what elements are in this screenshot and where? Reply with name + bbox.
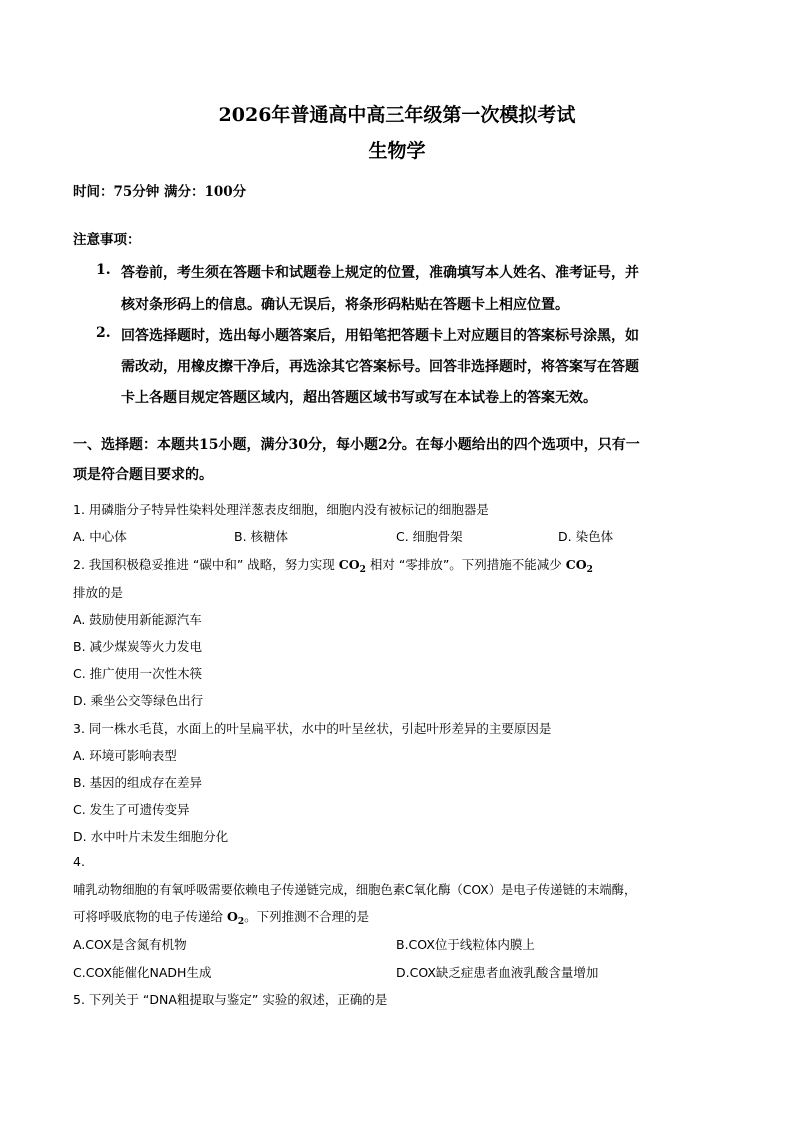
question-4-option-d: D.COX缺乏症患者血液乳酸含量增加 [396, 965, 599, 980]
question-4-stem-line-1: 哺乳动物细胞的有氧呼吸需要依赖电子传递链完成，细胞色素C氧化酶（COX）是电子传递链的末端酶， [73, 883, 637, 897]
exam-title: 2026年普通高中高三年级第一次模拟考试 [218, 104, 576, 126]
notice-item-1-line-1: 答卷前，考生须在答题卡和试题卷上规定的位置，准确填写本人姓名、准考证号，并 [121, 265, 639, 281]
question-1-options [0, 527, 794, 545]
o2-subscript: 2 [237, 917, 245, 927]
question-2-stem-line-1 [73, 555, 593, 575]
question-4-option-b: B.COX位于线粒体内膜上 [396, 937, 535, 952]
question-4-option-c: C.COX能催化NADH生成 [73, 965, 212, 980]
question-1-option-a: A. 中心体 [73, 529, 127, 544]
question-1-stem: 1. 用磷脂分子特异性染料处理洋葱表皮细胞，细胞内没有被标记的细胞器是 [73, 502, 489, 517]
question-5-stem: 5. 下列关于 “DNA粗提取与鉴定” 实验的叙述，正确的是 [73, 992, 388, 1007]
question-2-option-b: B. 减少煤炭等火力发电 [73, 639, 203, 654]
question-3-option-a: A. 环境可影响表型 [73, 748, 177, 763]
section-heading-line-1: 一、选择题：本题共15小题，满分30分，每小题2分。在每小题给出的四个选项中，只有一 [73, 437, 640, 453]
notice-item-2-number: 2. [96, 325, 111, 341]
question-2-option-a: A. 鼓励使用新能源汽车 [73, 612, 202, 627]
question-4-stem-line-2 [73, 907, 369, 927]
question-4-number: 4. [73, 854, 85, 869]
notice-item-1-number: 1. [96, 262, 111, 278]
co2-subscript-1: 2 [359, 565, 366, 575]
o2-text: O [226, 909, 238, 924]
question-2-option-c: C. 推广使用一次性木筷 [73, 666, 203, 681]
question-4-options-row-1 [0, 935, 794, 953]
question-4-stem-part-2: 。下列推测不合理的是 [244, 909, 370, 924]
co2-subscript-2: 2 [586, 565, 593, 575]
co2-formula-2 [565, 557, 593, 575]
notice-heading: 注意事项： [73, 232, 141, 248]
question-3-option-b: B. 基因的组成存在差异 [73, 775, 203, 790]
co2-text-1: CO [338, 557, 360, 572]
exam-meta: 时间：75分钟 满分：100分 [73, 184, 247, 200]
o2-formula [226, 909, 245, 927]
notice-item-2-line-3: 卡上各题目规定答题区域内，超出答题区域书写或写在本试卷上的答案无效。 [121, 390, 597, 406]
question-1-option-b: B. 核糖体 [234, 529, 289, 544]
question-3-option-c: C. 发生了可遗传变异 [73, 802, 190, 817]
subject-title: 生物学 [368, 140, 426, 162]
question-1-option-c: C. 细胞骨架 [396, 529, 463, 544]
question-2-stem-part-1: 2. 我国积极稳妥推进 “碳中和” 战略，努力实现 [73, 557, 339, 572]
question-4-option-a: A.COX是含氮有机物 [73, 937, 187, 952]
question-2-stem-line-2: 排放的是 [73, 585, 124, 600]
question-1-option-d: D. 染色体 [558, 529, 614, 544]
question-4-options-row-2 [0, 963, 794, 981]
question-3-option-d: D. 水中叶片未发生细胞分化 [73, 829, 229, 844]
question-2-stem-part-2: 相对 “零排放”。下列措施不能减少 [365, 557, 566, 572]
co2-formula-1 [338, 557, 366, 575]
question-3-stem: 3. 同一株水毛茛，水面上的叶呈扁平状，水中的叶呈丝状，引起叶形差异的主要原因是 [73, 721, 552, 736]
notice-item-2-line-1: 回答选择题时，选出每小题答案后，用铅笔把答题卡上对应题目的答案标号涂黑，如 [121, 328, 639, 344]
notice-item-2-line-2: 需改动，用橡皮擦干净后，再选涂其它答案标号。回答非选择题时，将答案写在答题 [121, 359, 639, 375]
notice-item-1-line-2: 核对条形码上的信息。确认无误后，将条形码粘贴在答题卡上相应位置。 [121, 297, 569, 313]
section-heading-line-2: 项是符合题目要求的。 [73, 467, 213, 483]
co2-text-2: CO [565, 557, 587, 572]
question-4-stem-part-1: 可将呼吸底物的电子传递给 [73, 909, 227, 924]
question-2-option-d: D. 乘坐公交等绿色出行 [73, 693, 204, 708]
